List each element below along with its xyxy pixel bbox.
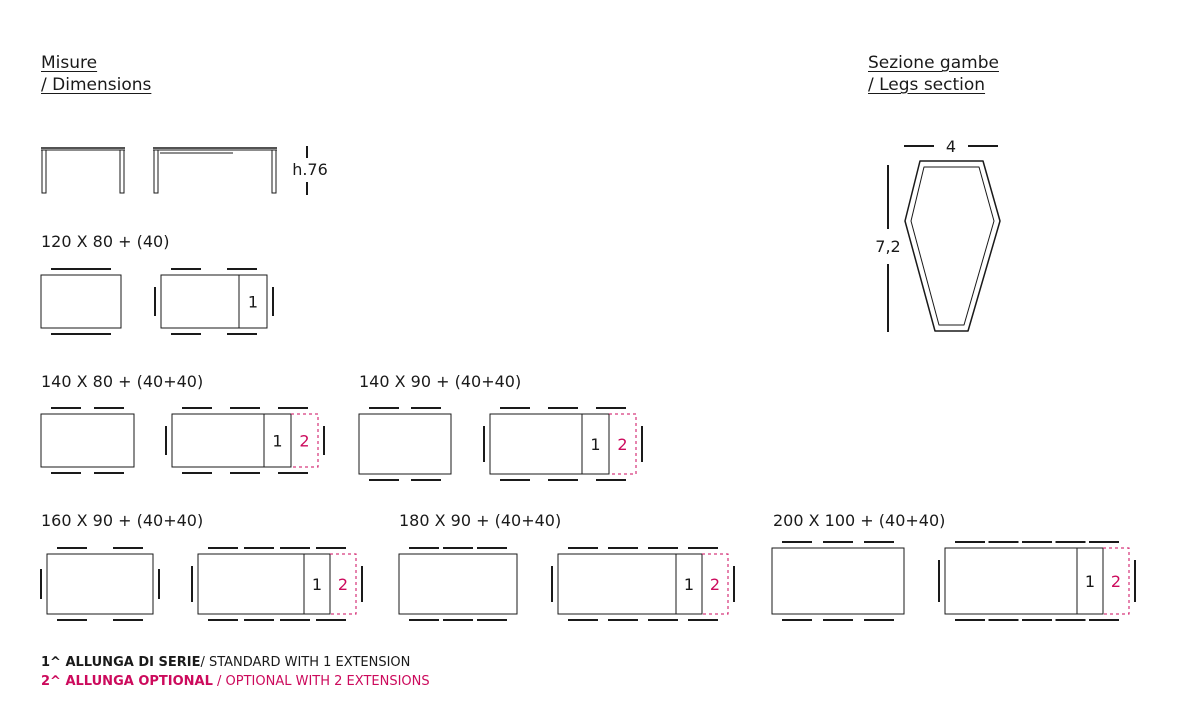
leg-height-label: 7,2 [875,237,901,256]
legend-standard-text: / STANDARD WITH 1 EXTENSION [200,655,411,670]
table-elevation-closed [41,148,125,193]
extension-1-label: 1 [272,431,283,451]
table-closed-outline [41,414,134,467]
extension-2-label: 2 [617,435,628,454]
leg-width-label: 4 [945,137,957,156]
extension-2-label: 2 [337,575,349,594]
table-extended-outline [558,554,702,614]
extension-1-label: 1 [590,435,601,454]
table-size-label: 160 X 90 + (40+40) [41,511,204,530]
legend-optional-text: / OPTIONAL WITH 2 EXTENSIONS [212,674,430,689]
legs-section-subheading: / Legs section [868,75,986,95]
extension-2-label: 2 [709,575,721,594]
table-closed-outline [47,554,153,614]
extension-1-label: 1 [311,575,323,594]
table-size-label: 140 X 90 + (40+40) [359,372,522,391]
dimensions-heading: Misure [41,53,98,73]
height-dimension [292,146,328,195]
table-extended-outline [198,554,330,614]
table-size-label: 120 X 80 + (40) [41,232,170,251]
leg-section-drawing [875,137,1000,332]
height-label: h.76 [292,160,328,179]
table-size-label: 140 X 80 + (40+40) [41,372,204,391]
legend-standard-label: 1^ ALLUNGA DI SERIE [41,655,201,670]
extension-1-label: 1 [1084,572,1096,591]
table-size-label: 180 X 90 + (40+40) [399,511,562,530]
legend-optional-label: 2^ ALLUNGA OPTIONAL [41,674,213,689]
table-extended-outline [945,548,1103,614]
legend-standard [41,654,410,671]
legend-optional [41,673,430,690]
extension-1-label: 1 [683,575,695,594]
extension-2-label: 2 [299,431,310,451]
table-closed-outline [41,275,121,328]
table-size-label: 200 X 100 + (40+40) [773,511,946,530]
table-closed-outline [772,548,904,614]
dimensions-subheading: / Dimensions [41,75,152,95]
table-elevation-extended [153,148,277,193]
table-closed-outline [399,554,517,614]
extension-2-label: 2 [1110,572,1122,591]
legs-section-heading: Sezione gambe [868,53,999,73]
extension-1-label: 1 [247,292,259,312]
table-closed-outline [359,414,451,474]
